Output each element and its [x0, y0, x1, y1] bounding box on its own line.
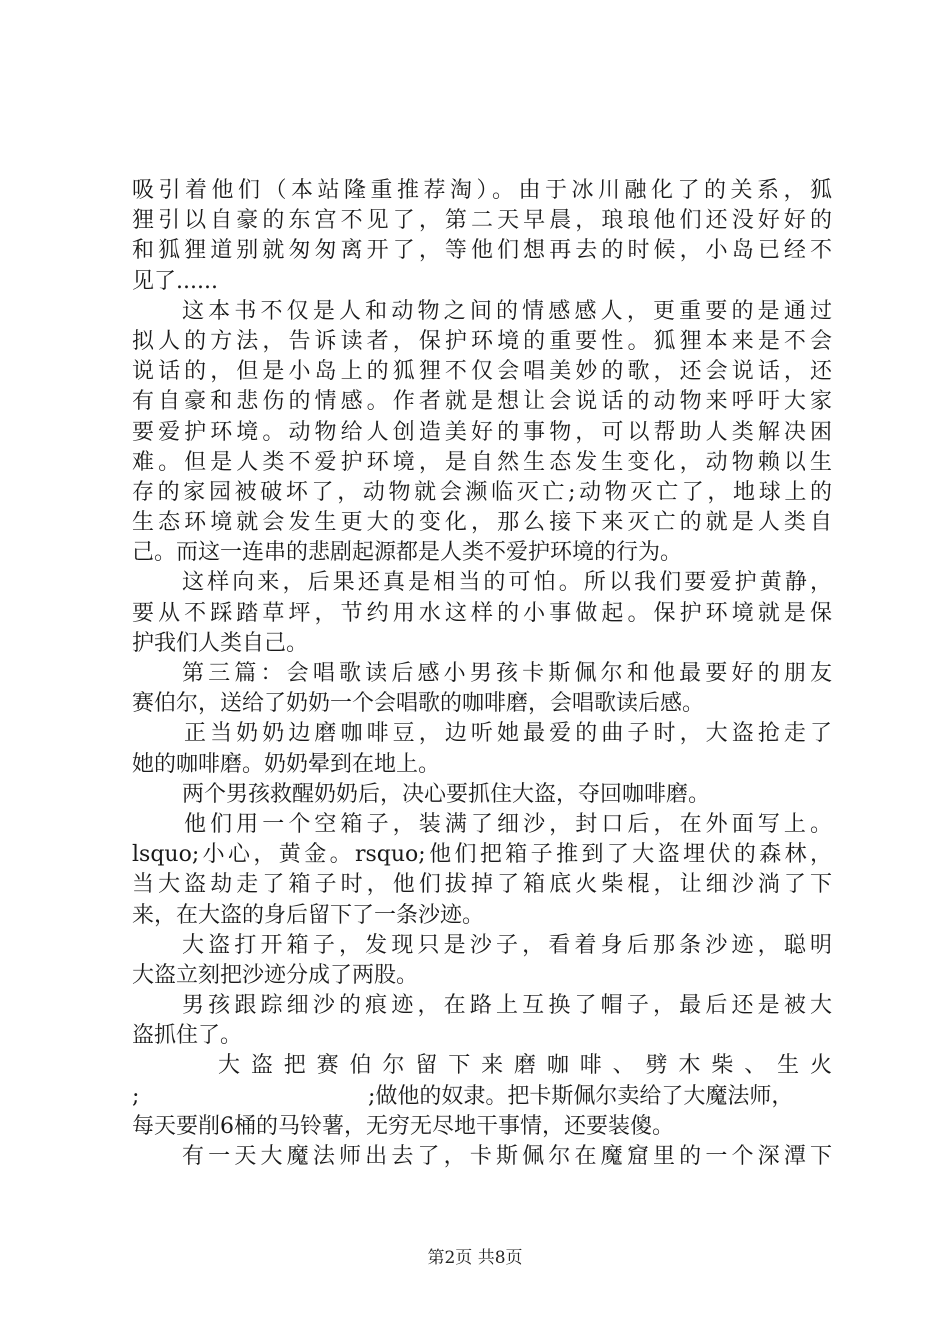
- text-line: 有自豪和悲伤的情感。作者就是想让会说话的动物来呼吁大家: [132, 389, 832, 415]
- text-line: lsquo;小心，黄金。rsquo;他们把箱子推到了大盗埋伏的森林，: [132, 842, 832, 868]
- paragraph-start: 这本书不仅是人和动物之间的情感感人，更重要的是通过: [182, 298, 832, 324]
- paragraph-start: 两个男孩救醒奶奶后，决心要抓住大盗，夺回咖啡磨。: [182, 781, 711, 807]
- paragraph-start: 正当奶奶边磨咖啡豆，边听她最爱的曲子时，大盗抢走了: [184, 721, 832, 747]
- text-line: 要爱护环境。动物给人创造美好的事物，可以帮助人类解决困: [132, 419, 832, 445]
- text-line: 要从不踩踏草坪，节约用水这样的小事做起。保护环境就是保: [132, 600, 832, 626]
- text-line: 来，在大盗的身后留下了一条沙迹。: [132, 902, 485, 928]
- paragraph-start: 他们用一个空箱子，装满了细沙，封口后，在外面写上。: [184, 811, 832, 837]
- text-line: 拟人的方法，告诉读者，保护环境的重要性。狐狸本来是不会: [132, 328, 832, 354]
- text-line: 每天要削6桶的马铃薯，无穷无尽地干事情，还要装傻。: [132, 1113, 674, 1139]
- text-line: 吸引着他们（本站隆重推荐淘）。由于冰川融化了的关系，狐: [132, 178, 832, 203]
- text-line: 狸引以自豪的东宫不见了，第二天早晨，琅琅他们还没好好的: [132, 208, 832, 234]
- body-text: 吸引着他们（本站隆重推荐淘）。由于冰川融化了的关系，狐 狸引以自豪的东宫不见了，第二天早晨，琅琅他们还没好好的 和狐狸道别就匆匆离开了，等他们想再去的时候，小岛已经不 见了...... 这本书不仅是人和动物之间的情感感人，更重要的是通过 拟人的方法，告诉读者，保护环境的重要性。狐狸本来是不会 说话的，但是小岛上的狐狸不仅会唱美妙的歌，还会说话，还 有自豪和悲伤的情感。作者就是想让会说话的动物来呼吁大家 要爱护环境。动物给人创造美好的事物，可以帮助人类解决困 难。但是人类不爱护环境，是自然生态发生变化，动物赖以生 存的家园被破坏了，动物就会濒临灭亡;动物灭亡了，地球上的 生态环境就会发生更大的变化，那么接下来灭亡的就是人类自 己。而这一连串的悲剧起源都是人类不爱护环境的行为。 这样向来，后果还真是相当的可怕。所以我们要爱护黄静， 要从不踩踏草坪，节约用水这样的小事做起。保护环境就是保 护我们人类自己。 第三篇：会唱歌读后感小男孩卡斯佩尔和他最要好的朋友 赛伯尔，送给了奶奶一个会唱歌的咖啡磨，会唱歌读后感。 正当奶奶边磨咖啡豆，边听她最爱的曲子时，大盗抢走了 她的咖啡磨。奶奶晕到在地上。 两个男孩救醒奶奶后，决心要抓住大盗，夺回咖啡磨。 他们用一个空箱子，装满了细沙，封口后，在外面写上。 lsquo;小心，黄金。rsquo;他们把箱子推到了大盗埋伏的森林， 当大盗劫走了箱子时，他们拔掉了箱底火柴棍，让细沙淌了下 来，在大盗的身后留下了一条沙迹。 大盗打开箱子，发现只是沙子，看着身后那条沙迹，聪明 大盗立刻把沙迹分成了两股。 男孩跟踪细沙的痕迹，在路上互换了帽子，最后还是被大 盗抓住了。 大盗把赛伯尔留下来磨咖啡、劈木柴、生火 ; ;做他的奴隶。把卡斯佩尔卖给了大魔法师， 每天要削6桶的马铃薯，无穷无尽地干事情，还要装傻。 有一天大魔法师出去了，卡斯佩尔在魔窟里的一个深潭下: [132, 176, 832, 1172]
- paragraph-start: 第三篇：会唱歌读后感小男孩卡斯佩尔和他最要好的朋友: [182, 661, 832, 686]
- text-line: ;做他的奴隶。把卡斯佩尔卖给了大魔法师，: [368, 1083, 794, 1109]
- text-line: 她的咖啡磨。奶奶晕到在地上。: [132, 751, 441, 777]
- paragraph-start: 有一天大魔法师出去了，卡斯佩尔在魔窟里的一个深潭下: [182, 1144, 832, 1169]
- page-number-footer: 第2页 共8页: [427, 1248, 523, 1268]
- text-line: 盗抓住了。: [132, 1023, 243, 1049]
- text-line: 见了......: [132, 268, 218, 294]
- text-line: 赛伯尔，送给了奶奶一个会唱歌的咖啡磨，会唱歌读后感。: [132, 691, 705, 717]
- text-line: 护我们人类自己。: [132, 630, 309, 656]
- text-line: 说话的，但是小岛上的狐狸不仅会唱美妙的歌，还会说话，还: [132, 359, 832, 385]
- text-line: 存的家园被破坏了，动物就会濒临灭亡;动物灭亡了，地球上的: [132, 479, 832, 505]
- text-line: 己。而这一连串的悲剧起源都是人类不爱护环境的行为。: [132, 540, 683, 566]
- text-line: 和狐狸道别就匆匆离开了，等他们想再去的时候，小岛已经不: [132, 238, 832, 264]
- paragraph-start: 大盗打开箱子，发现只是沙子，看着身后那条沙迹，聪明: [182, 932, 832, 958]
- paragraph-start: 大盗把赛伯尔留下来磨咖啡、劈木柴、生火: [218, 1053, 832, 1079]
- paragraph-start: 这样向来，后果还真是相当的可怕。所以我们要爱护黄静，: [182, 570, 832, 596]
- text-line: 难。但是人类不爱护环境，是自然生态发生变化，动物赖以生: [132, 449, 832, 475]
- text-line: 当大盗劫走了箱子时，他们拔掉了箱底火柴棍，让细沙淌了下: [132, 872, 832, 898]
- paragraph-start: 男孩跟踪细沙的痕迹，在路上互换了帽子，最后还是被大: [182, 993, 832, 1019]
- text-line: 大盗立刻把沙迹分成了两股。: [132, 962, 419, 988]
- text-line: 生态环境就会发生更大的变化，那么接下来灭亡的就是人类自: [132, 510, 832, 536]
